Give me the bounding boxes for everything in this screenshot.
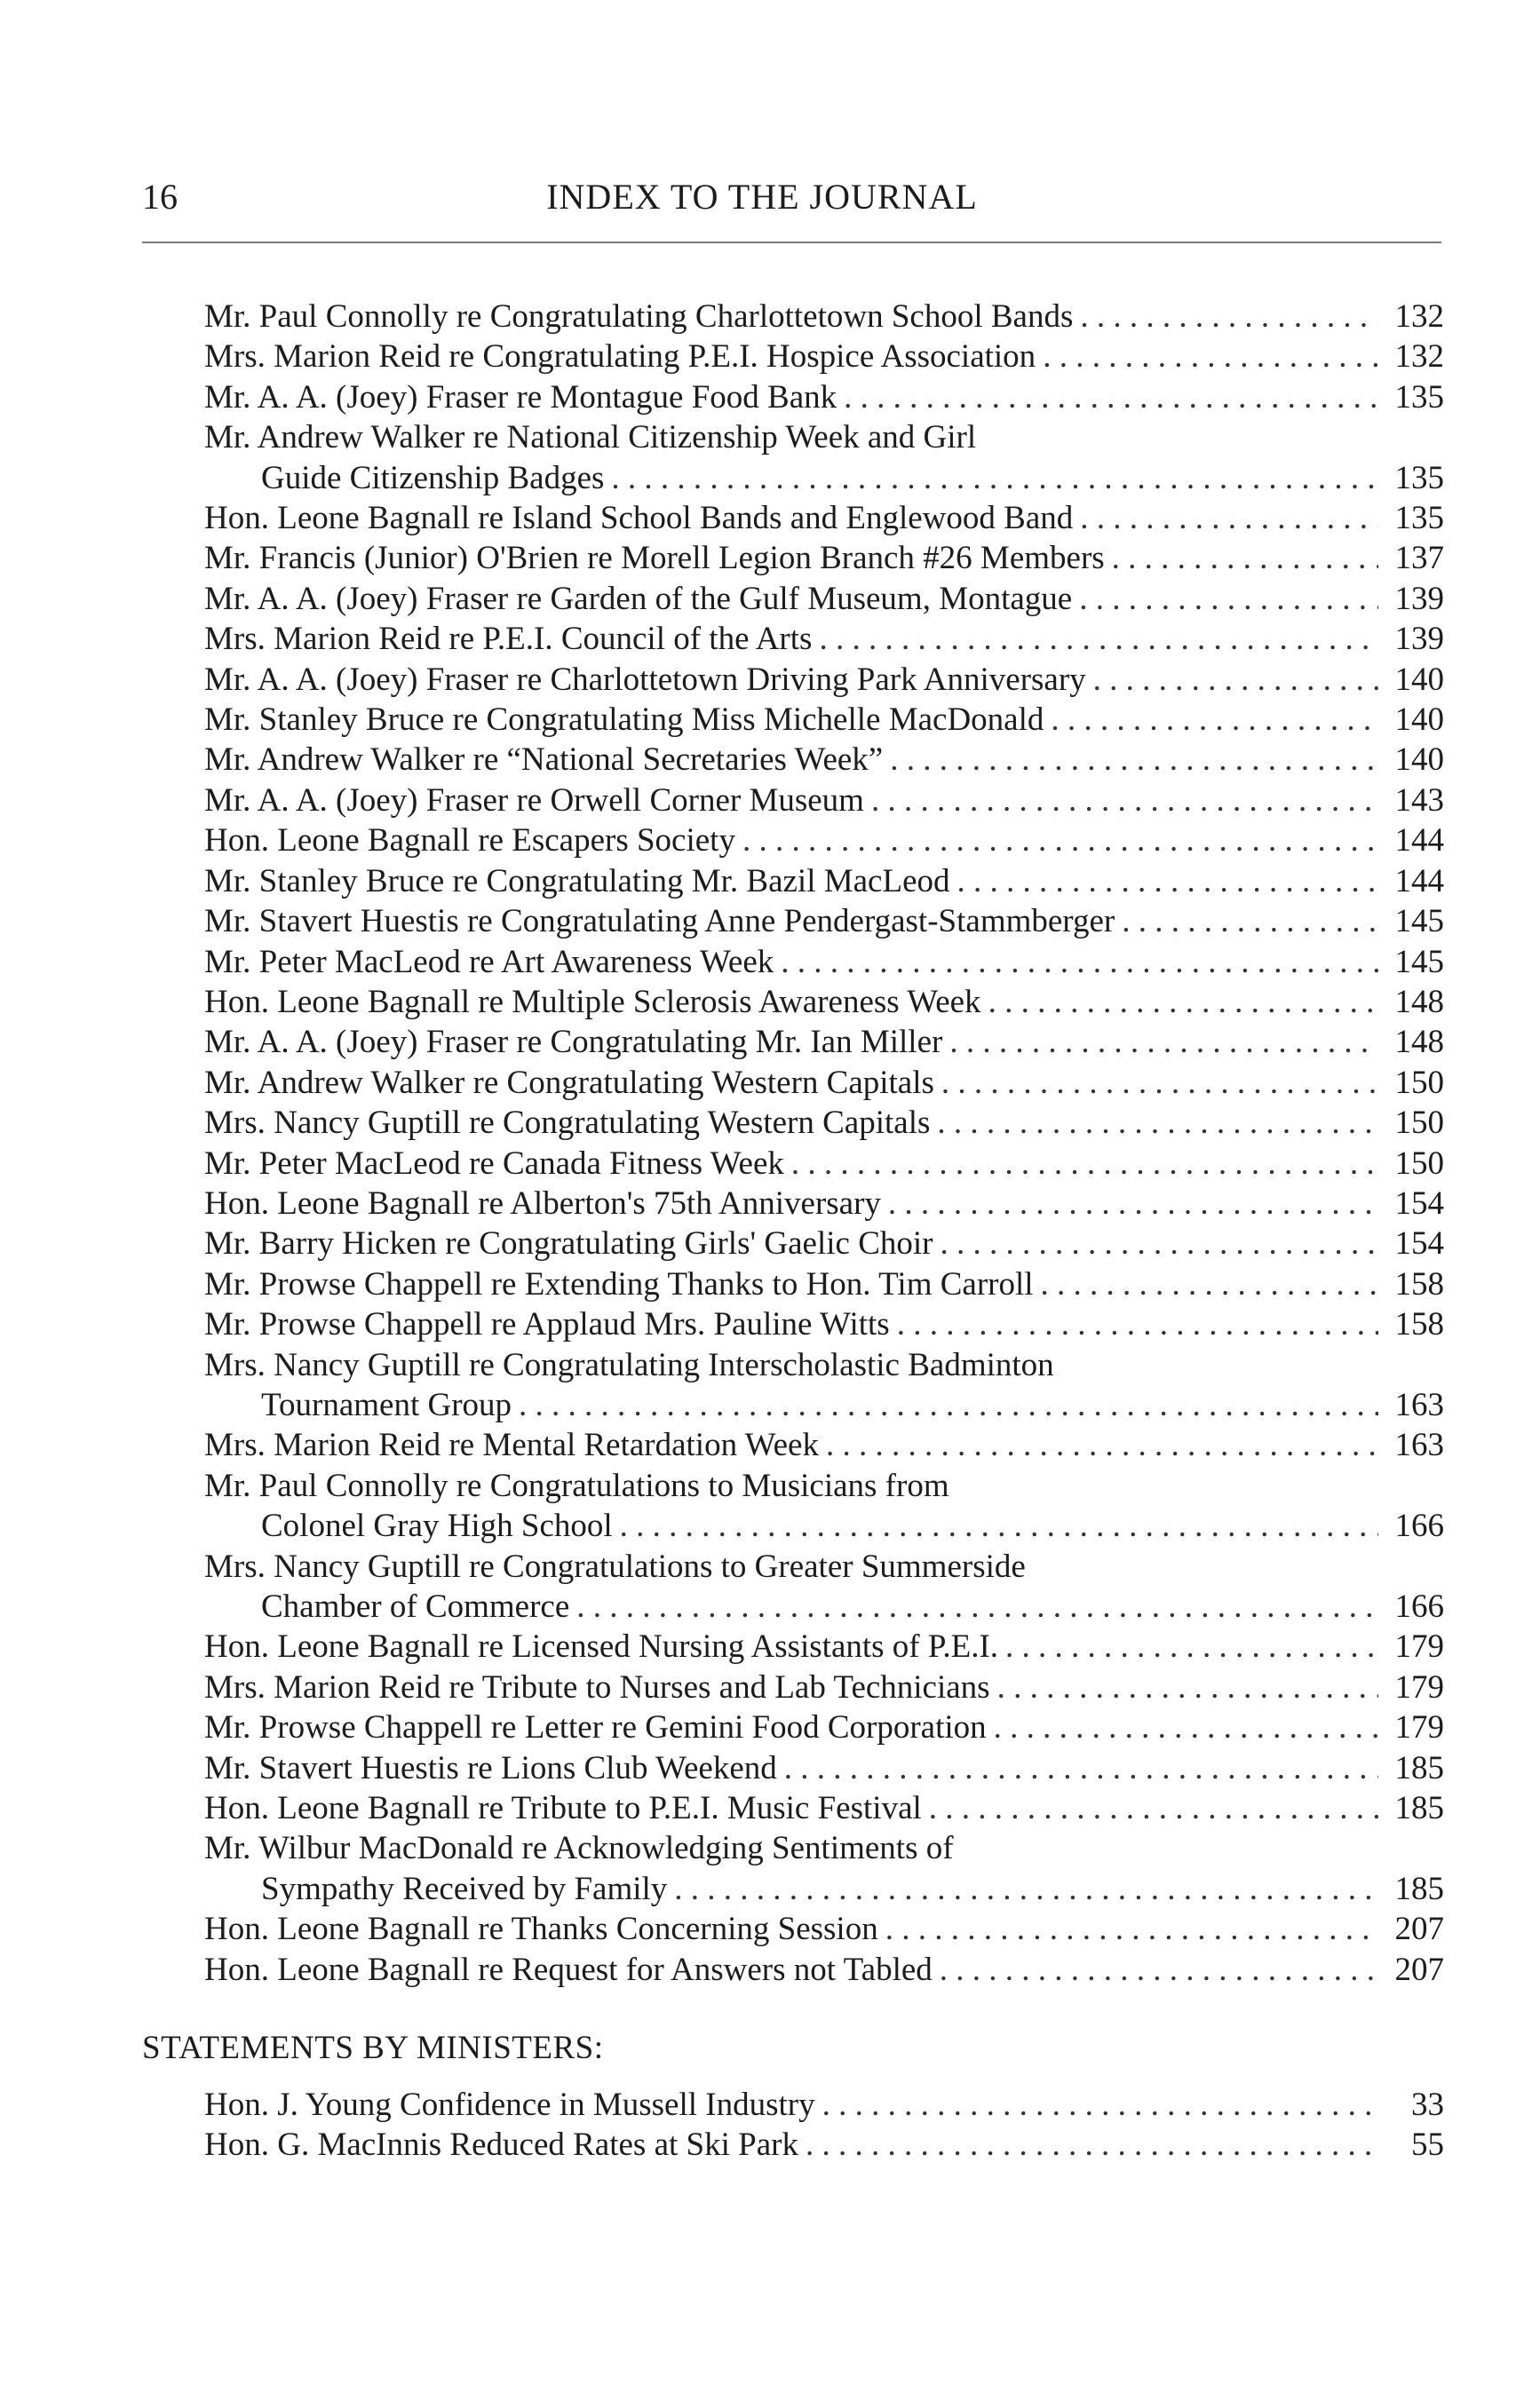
entry-line — [204, 1224, 1444, 1263]
page-number: 16 — [142, 177, 178, 217]
entry-text: Colonel Gray High School — [261, 1508, 613, 1545]
running-title: INDEX TO THE JOURNAL — [546, 177, 978, 217]
entry-line — [204, 1264, 1444, 1304]
dot-leader — [1051, 700, 1378, 740]
entry-line — [204, 619, 1444, 659]
index-entry — [204, 942, 1444, 982]
index-entry — [204, 1788, 1444, 1828]
index-entry — [204, 619, 1444, 659]
page-reference: 158 — [1394, 1265, 1444, 1303]
dot-leader — [674, 1869, 1378, 1909]
index-entry — [204, 700, 1444, 740]
entry-text: Mr. Peter MacLeod re Canada Fitness Week — [204, 1145, 784, 1182]
entry-line — [204, 458, 1444, 498]
entry-line — [204, 1950, 1444, 1990]
page-reference: 137 — [1394, 540, 1444, 577]
page-reference: 135 — [1394, 500, 1444, 537]
page-reference: 150 — [1394, 1145, 1444, 1182]
entry-line — [204, 1022, 1444, 1062]
page-reference: 179 — [1394, 1628, 1444, 1666]
page-reference: 207 — [1394, 1911, 1444, 1948]
page-reference: 144 — [1394, 822, 1444, 859]
page-reference: 135 — [1394, 459, 1444, 496]
page-reference: 139 — [1394, 580, 1444, 617]
entry-line — [204, 1103, 1444, 1143]
entry-line — [204, 1304, 1444, 1344]
dot-leader — [897, 1304, 1378, 1344]
entry-line — [204, 1909, 1444, 1949]
entry-line — [204, 2085, 1444, 2125]
entry-line — [204, 1506, 1444, 1546]
index-entry — [204, 498, 1444, 538]
page-reference: 158 — [1394, 1306, 1444, 1343]
entry-text: Mr. Stanley Bruce re Congratulating Miss Michelle MacDonald — [204, 701, 1044, 739]
dot-leader — [1043, 337, 1378, 376]
entry-line — [204, 1385, 1444, 1425]
index-entry — [204, 1103, 1444, 1143]
entry-text: Mr. A. A. (Joey) Fraser re Charlottetown Driving Park Anniversary — [204, 661, 1086, 698]
page-reference: 33 — [1411, 2087, 1444, 2123]
dot-leader — [620, 1506, 1378, 1546]
dot-leader — [940, 1224, 1378, 1263]
dot-leader — [1122, 901, 1378, 941]
index-entry — [204, 297, 1444, 337]
entry-line — [204, 297, 1444, 337]
dot-leader — [1041, 1264, 1378, 1304]
entry-text: Hon. Leone Bagnall re Request for Answers not Tabled — [204, 1951, 933, 1988]
page-reference: 163 — [1394, 1427, 1444, 1464]
dot-leader — [888, 1184, 1378, 1224]
entry-text: Mr. Andrew Walker re Congratulating Western Capitals — [204, 1064, 934, 1101]
dot-leader — [781, 942, 1378, 982]
entry-text: Hon. Leone Bagnall re Tribute to P.E.I. Music Festival — [204, 1790, 922, 1827]
dot-leader — [806, 2125, 1378, 2165]
dot-leader — [576, 1587, 1378, 1627]
dot-leader — [784, 1748, 1378, 1788]
dot-leader — [957, 861, 1379, 901]
entry-text: Tournament Group — [261, 1386, 512, 1423]
dot-leader — [871, 780, 1378, 820]
dot-leader — [1080, 498, 1378, 538]
entry-line — [204, 1667, 1444, 1707]
entry-line — [204, 1869, 1444, 1909]
entry-line — [204, 942, 1444, 982]
dot-leader — [822, 2085, 1378, 2125]
entry-text: Mrs. Nancy Guptill re Congratulating Interscholastic Badminton — [204, 1346, 1054, 1383]
entry-text: Mr. Andrew Walker re “National Secretaries Week” — [204, 741, 884, 779]
header-rule — [142, 242, 1441, 243]
entry-text: Mrs. Nancy Guptill re Congratulations to Greater Summerside — [204, 1548, 1026, 1585]
index-entry — [204, 1667, 1444, 1707]
index-entry — [204, 2085, 1444, 2125]
entry-text: Hon. Leone Bagnall re Alberton's 75th Anniversary — [204, 1184, 881, 1222]
index-entry — [204, 1425, 1444, 1465]
entry-text: Mr. Paul Connolly re Congratulations to Musicians from — [204, 1467, 949, 1504]
dot-leader — [742, 820, 1378, 860]
page-reference: 135 — [1394, 378, 1444, 416]
entry-text: Hon. Leone Bagnall re Escapers Society — [204, 822, 735, 859]
entry-text: Mr. Prowse Chappell re Extending Thanks to Hon. Tim Carroll — [204, 1265, 1034, 1303]
entry-line — [204, 2125, 1444, 2165]
entry-line — [204, 377, 1444, 417]
entry-line — [204, 1748, 1444, 1788]
index-entries-list — [204, 297, 1444, 1990]
entry-text: Hon. J. Young Confidence in Mussell Industry — [204, 2087, 815, 2123]
entry-line — [204, 820, 1444, 860]
page-reference: 139 — [1394, 621, 1444, 658]
page-reference: 140 — [1394, 701, 1444, 739]
dot-leader — [1079, 579, 1378, 619]
index-entry — [204, 820, 1444, 860]
index-entry — [204, 337, 1444, 376]
index-entry — [204, 780, 1444, 820]
index-entry — [204, 1264, 1444, 1304]
entry-text: Mrs. Marion Reid re Congratulating P.E.I. Hospice Association — [204, 338, 1036, 376]
index-entry — [204, 740, 1444, 780]
dot-leader — [1093, 660, 1378, 700]
entry-text: Mr. Paul Connolly re Congratulating Charlottetown School Bands — [204, 298, 1074, 335]
index-entry — [204, 1828, 1444, 1909]
entry-line — [204, 740, 1444, 780]
page-reference: 185 — [1394, 1870, 1444, 1907]
entry-line — [204, 982, 1444, 1022]
entry-text: Chamber of Commerce — [261, 1588, 570, 1625]
entry-line — [204, 780, 1444, 820]
page-reference: 166 — [1394, 1588, 1444, 1625]
index-entry — [204, 417, 1444, 498]
page-reference: 148 — [1394, 983, 1444, 1020]
entry-text: Mr. A. A. (Joey) Fraser re Orwell Corner Museum — [204, 781, 864, 819]
dot-leader — [997, 1667, 1378, 1707]
entry-line — [204, 861, 1444, 901]
entry-text: Hon. Leone Bagnall re Thanks Concerning Session — [204, 1911, 878, 1948]
index-entry — [204, 1345, 1444, 1426]
index-entry — [204, 1022, 1444, 1062]
entry-text: Mrs. Marion Reid re P.E.I. Council of the Arts — [204, 621, 813, 658]
entry-text: Mr. Wilbur MacDonald re Acknowledging Sentiments of — [204, 1830, 954, 1867]
entry-line — [204, 901, 1444, 941]
entry-line — [204, 579, 1444, 619]
entry-text: Mr. Peter MacLeod re Art Awareness Week — [204, 943, 774, 980]
entry-text: Mr. A. A. (Joey) Fraser re Congratulating Mr. Ian Miller — [204, 1024, 943, 1061]
dot-leader — [994, 1707, 1378, 1747]
entry-text: Hon. Leone Bagnall re Island School Bands and Englewood Band — [204, 500, 1074, 537]
entry-text: Mr. A. A. (Joey) Fraser re Montague Food Bank — [204, 378, 837, 416]
page-reference: 150 — [1394, 1105, 1444, 1142]
dot-leader — [791, 1144, 1378, 1184]
page-reference: 145 — [1394, 903, 1444, 940]
dot-leader — [941, 1063, 1378, 1103]
dot-leader — [940, 1950, 1378, 1990]
index-entry — [204, 377, 1444, 417]
index-entry — [204, 1707, 1444, 1747]
entry-line — [204, 337, 1444, 376]
entry-text: Sympathy Received by Family — [261, 1870, 668, 1907]
page-reference: 150 — [1394, 1064, 1444, 1101]
entry-text: Mr. Stavert Huestis re Congratulating Anne Pendergast-Stammberger — [204, 903, 1115, 940]
dot-leader — [1080, 297, 1378, 337]
entry-line — [204, 1184, 1444, 1224]
section-heading-statements-by-ministers: STATEMENTS BY MINISTERS: — [142, 2030, 604, 2066]
entry-line — [204, 700, 1444, 740]
dot-leader — [937, 1103, 1378, 1143]
dot-leader — [844, 377, 1378, 417]
page-reference: 154 — [1394, 1225, 1444, 1263]
entry-line — [204, 1627, 1444, 1667]
index-entry — [204, 1547, 1444, 1628]
dot-leader — [949, 1022, 1378, 1062]
index-entry — [204, 1144, 1444, 1184]
entry-text: Mr. Prowse Chappell re Letter re Gemini Food Corporation — [204, 1709, 987, 1747]
page-reference: 143 — [1394, 781, 1444, 819]
entry-text: Mr. Stanley Bruce re Congratulating Mr. Bazil MacLeod — [204, 862, 950, 899]
dot-leader — [988, 982, 1378, 1022]
page-reference: 132 — [1394, 338, 1444, 376]
index-entry — [204, 982, 1444, 1022]
index-entry — [204, 1909, 1444, 1949]
dot-leader — [826, 1425, 1378, 1465]
page-reference: 148 — [1394, 1024, 1444, 1061]
entry-text: Hon. Leone Bagnall re Licensed Nursing Assistants of P.E.I. — [204, 1628, 999, 1666]
entry-text: Mr. Andrew Walker re National Citizenship Week and Girl — [204, 419, 977, 456]
index-entry — [204, 1184, 1444, 1224]
entry-line — [204, 498, 1444, 538]
index-entry — [204, 1304, 1444, 1344]
entry-text: Guide Citizenship Badges — [261, 459, 605, 496]
index-entry — [204, 1063, 1444, 1103]
entry-text: Mr. Stavert Huestis re Lions Club Weekend — [204, 1749, 777, 1786]
page-reference: 185 — [1394, 1749, 1444, 1786]
index-entry — [204, 861, 1444, 901]
page-reference: 140 — [1394, 741, 1444, 779]
entry-line — [204, 538, 1444, 578]
index-entry — [204, 1950, 1444, 1990]
page-reference: 145 — [1394, 943, 1444, 980]
index-entry — [204, 1224, 1444, 1263]
page-reference: 144 — [1394, 862, 1444, 899]
dot-leader — [890, 740, 1378, 780]
index-entry — [204, 538, 1444, 578]
entry-line — [204, 1587, 1444, 1627]
page-reference: 154 — [1394, 1184, 1444, 1222]
dot-leader — [885, 1909, 1378, 1949]
index-entry — [204, 2125, 1444, 2165]
dot-leader — [519, 1385, 1378, 1425]
page-reference: 179 — [1394, 1668, 1444, 1706]
page-reference: 207 — [1394, 1951, 1444, 1988]
entry-text: Mr. A. A. (Joey) Fraser re Garden of the Gulf Museum, Montague — [204, 580, 1073, 617]
index-entry — [204, 1627, 1444, 1667]
dot-leader — [1112, 538, 1378, 578]
entry-line — [204, 660, 1444, 700]
index-entry — [204, 1748, 1444, 1788]
dot-leader — [611, 458, 1378, 498]
page-reference: 166 — [1394, 1508, 1444, 1545]
page-reference: 179 — [1394, 1709, 1444, 1747]
page-reference: 163 — [1394, 1386, 1444, 1423]
entry-line — [204, 1788, 1444, 1828]
entry-text: Mrs. Marion Reid re Tribute to Nurses and Lab Technicians — [204, 1668, 990, 1706]
entry-text: Mr. Barry Hicken re Congratulating Girls' Gaelic Choir — [204, 1225, 933, 1263]
index-entry — [204, 1466, 1444, 1547]
page-reference: 132 — [1394, 298, 1444, 335]
dot-leader — [819, 619, 1378, 659]
ministers-entries-list — [204, 2085, 1444, 2166]
entry-text: Mrs. Nancy Guptill re Congratulating Western Capitals — [204, 1105, 931, 1142]
dot-leader — [929, 1788, 1378, 1828]
entry-text: Hon. G. MacInnis Reduced Rates at Ski Park — [204, 2127, 798, 2164]
entry-line — [204, 1707, 1444, 1747]
entry-text: Mr. Francis (Junior) O'Brien re Morell Legion Branch #26 Members — [204, 540, 1105, 577]
page-reference: 55 — [1411, 2127, 1444, 2164]
page-reference: 185 — [1394, 1790, 1444, 1827]
index-entry — [204, 579, 1444, 619]
entry-line — [204, 1144, 1444, 1184]
dot-leader — [1005, 1627, 1378, 1667]
entry-line — [204, 1063, 1444, 1103]
page-reference: 140 — [1394, 661, 1444, 698]
entry-line — [204, 1425, 1444, 1465]
index-entry — [204, 901, 1444, 941]
entry-text: Mr. Prowse Chappell re Applaud Mrs. Pauline Witts — [204, 1306, 890, 1343]
entry-text: Hon. Leone Bagnall re Multiple Sclerosis Awareness Week — [204, 983, 981, 1020]
index-entry — [204, 660, 1444, 700]
entry-text: Mrs. Marion Reid re Mental Retardation Week — [204, 1427, 819, 1464]
